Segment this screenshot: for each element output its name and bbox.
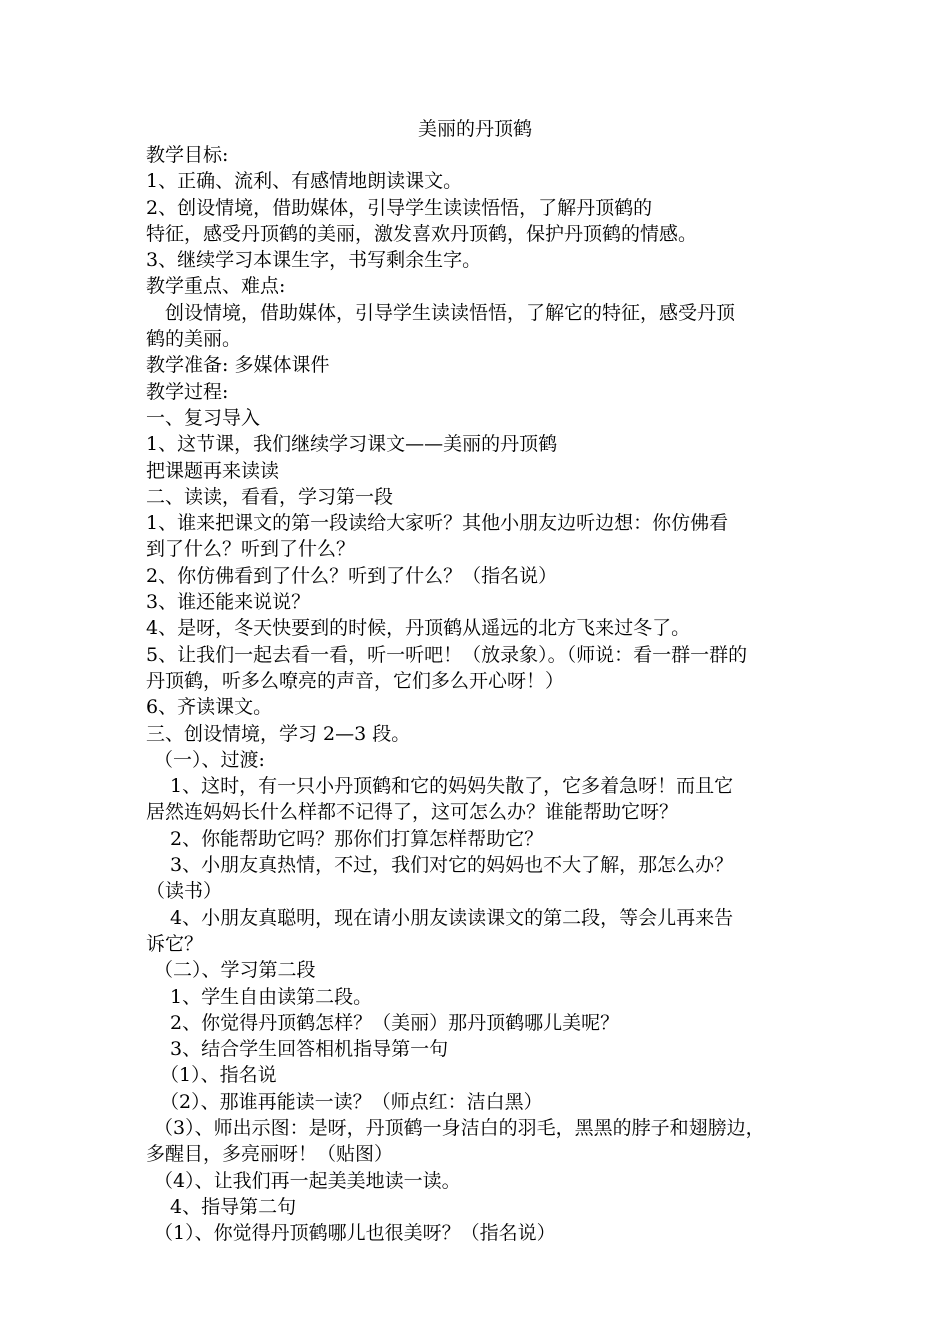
text-line: 1、谁来把课文的第一段读给大家听？其他小朋友边听边想：你仿佛看: [146, 512, 729, 535]
text-line: 2、你觉得丹顶鹤怎样？（美丽）那丹顶鹤哪儿美呢？: [170, 1011, 620, 1034]
text-line: 1、这节课，我们继续学习课文——美丽的丹顶鹤: [146, 433, 558, 456]
text-line: （2）、那谁再能读一读？（师点红：洁白黑）: [160, 1090, 543, 1113]
text-line: 教学重点、难点:: [146, 275, 286, 298]
text-line: 5、让我们一起去看一看，听一听吧！（放录象）。（师说：看一群一群的: [146, 643, 748, 666]
text-line: 6、齐读课文。: [146, 696, 273, 719]
document-body: [146, 142, 826, 1246]
text-line: 一、复习导入: [146, 406, 261, 429]
text-line: 教学过程:: [146, 380, 229, 403]
text-line: 丹顶鹤，听多么嘹亮的声音，它们多么开心呀！）: [146, 669, 565, 692]
text-line: 2、你能帮助它吗？那你们打算怎样帮助它？: [170, 827, 544, 850]
text-line: 到了什么？听到了什么？: [146, 538, 356, 561]
text-line: 教学目标:: [146, 144, 229, 166]
text-line: （1）、你觉得丹顶鹤哪儿也很美呀？（指名说）: [154, 1222, 556, 1245]
text-line: （4）、让我们再一起美美地读一读。: [154, 1169, 461, 1192]
text-line: 2、创设情境，借助媒体，引导学生读读悟悟，了解丹顶鹤的: [146, 196, 653, 219]
text-line: 4、是呀，冬天快要到的时候，丹顶鹤从遥远的北方飞来过冬了。: [146, 617, 691, 640]
text-line: 诉它？: [146, 932, 204, 955]
text-line: 三、创设情境，学习 2—3 段。: [146, 722, 411, 745]
text-line: （1）、指名说: [160, 1064, 277, 1087]
text-line: （3）、师出示图：是呀，丹顶鹤一身洁白的羽毛，黑黑的脖子和翅膀边，: [154, 1116, 765, 1139]
text-line: 居然连妈妈长什么样都不记得了，这可怎么办？谁能帮助它呀？: [146, 801, 679, 824]
text-line: 鹤的美丽。: [146, 328, 242, 351]
text-line: 4、小朋友真聪明，现在请小朋友读读课文的第二段，等会儿再来告: [170, 906, 734, 929]
text-line: 1、正确、流利、有感情地朗读课文。: [146, 170, 463, 193]
text-line: 特征，感受丹顶鹤的美丽，激发喜欢丹顶鹤，保护丹顶鹤的情感。: [146, 222, 698, 245]
text-line: （一）、过渡:: [154, 748, 265, 771]
text-line: 4、指导第二句: [170, 1195, 297, 1218]
text-line: （二）、学习第二段: [154, 959, 316, 982]
document-title: 美丽的丹顶鹤: [417, 118, 532, 140]
text-line: 1、这时，有一只小丹顶鹤和它的妈妈失散了，它多着急呀！而且它: [170, 775, 734, 798]
text-line: 3、谁还能来说说？: [146, 591, 311, 614]
text-line: 教学准备: 多媒体课件: [146, 354, 330, 377]
text-line: 创设情境，借助媒体，引导学生读读悟悟，了解它的特征，感受丹顶: [165, 301, 736, 324]
text-line: 多醒目，多亮丽呀！（贴图）: [146, 1143, 394, 1166]
text-line: 3、继续学习本课生字，书写剩余生字。: [146, 249, 482, 272]
text-line: 把课题再来读读: [146, 459, 280, 482]
text-line: 3、结合学生回答相机指导第一句: [170, 1038, 449, 1061]
text-line: 二、读读，看看，学习第一段: [146, 485, 394, 508]
text-line: 3、小朋友真热情，不过，我们对它的妈妈也不大了解，那怎么办？: [170, 854, 734, 877]
text-line: 2、你仿佛看到了什么？听到了什么？（指名说）: [146, 564, 558, 587]
text-line: 1、学生自由读第二段。: [170, 985, 373, 1008]
text-line: （读书）: [146, 880, 223, 903]
